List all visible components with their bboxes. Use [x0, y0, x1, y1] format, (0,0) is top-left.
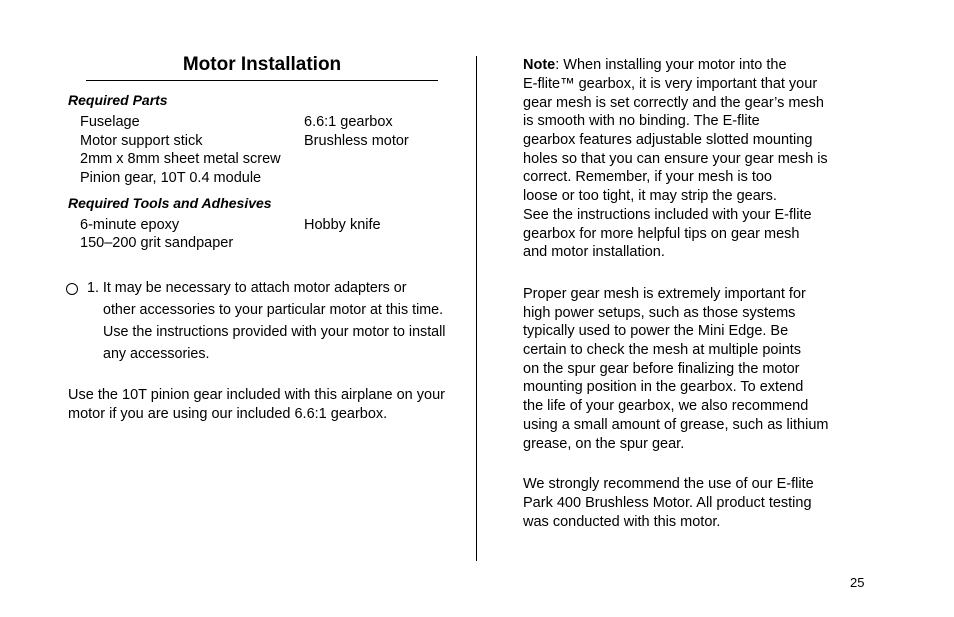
part-item: Fuselage — [80, 114, 140, 130]
part-item: Brushless motor — [304, 133, 409, 149]
note-first-line — [523, 56, 787, 75]
step-checkbox-icon[interactable] — [66, 283, 78, 295]
step-line: 1. It may be necessary to attach motor adapters or — [87, 280, 407, 296]
paragraph-line: grease, on the spur gear. — [523, 436, 685, 452]
required-tools-heading: Required Tools and Adhesives — [68, 195, 272, 211]
note-line: loose or too tight, it may strip the gears. — [523, 188, 777, 204]
step-line: any accessories. — [103, 346, 210, 362]
required-parts-heading: Required Parts — [68, 92, 168, 108]
part-item: Motor support stick — [80, 133, 203, 149]
page-title: Motor Installation — [182, 54, 342, 75]
tool-item: 6-minute epoxy — [80, 217, 180, 233]
note-line: is smooth with no binding. The E-flite — [523, 113, 760, 129]
step-line: Use the instructions provided with your motor to install — [103, 324, 446, 340]
tool-item: 150–200 grit sandpaper — [80, 235, 234, 251]
column-divider — [476, 56, 477, 561]
paragraph-line: using a small amount of grease, such as lithium — [523, 417, 829, 433]
note-first-line-text: : When installing your motor into the — [555, 57, 787, 73]
paragraph-line: typically used to power the Mini Edge. Be — [523, 323, 789, 339]
paragraph-line: Proper gear mesh is extremely important for — [523, 286, 806, 302]
note-line: E-flite™ gearbox, it is very important that your — [523, 76, 818, 92]
note-line: gearbox for more helpful tips on gear mesh — [523, 226, 800, 242]
note-line: gearbox features adjustable slotted mounting — [523, 132, 813, 148]
step-line: other accessories to your particular motor at this time. — [103, 302, 444, 318]
note-label: Note — [523, 57, 556, 73]
part-item: 6.6:1 gearbox — [304, 114, 393, 130]
paragraph-line: certain to check the mesh at multiple points — [523, 342, 802, 358]
note-line: and motor installation. — [523, 244, 665, 260]
part-item: 2mm x 8mm sheet metal screw — [80, 151, 281, 167]
note-line: gear mesh is set correctly and the gear’s mesh — [523, 95, 824, 111]
note-line: motor if you are using our included 6.6:1 gearbox. — [68, 406, 388, 422]
note-line: holes so that you can ensure your gear mesh is — [523, 151, 828, 167]
paragraph-line: on the spur gear before finalizing the motor — [523, 361, 800, 377]
note-line: correct. Remember, if your mesh is too — [523, 169, 772, 185]
part-item: Pinion gear, 10T 0.4 module — [80, 170, 262, 186]
paragraph-line: was conducted with this motor. — [523, 514, 721, 530]
paragraph-line: mounting position in the gearbox. To extend — [523, 379, 804, 395]
paragraph-line: high power setups, such as those systems — [523, 305, 796, 321]
paragraph-line: the life of your gearbox, we also recommend — [523, 398, 809, 414]
note-line: See the instructions included with your E-flite — [523, 207, 812, 223]
tool-item: Hobby knife — [304, 217, 381, 233]
note-line: Use the 10T pinion gear included with this airplane on your — [68, 387, 445, 403]
page-number: 25 — [850, 575, 865, 590]
title-underline — [86, 80, 438, 81]
paragraph-line: Park 400 Brushless Motor. All product testing — [523, 495, 812, 511]
paragraph-line: We strongly recommend the use of our E-flite — [523, 476, 814, 492]
